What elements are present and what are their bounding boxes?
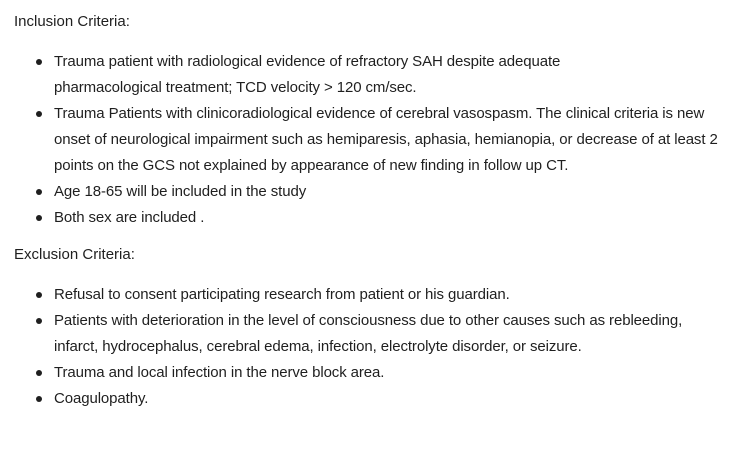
bullet-icon	[36, 396, 42, 402]
list-item	[36, 308, 724, 360]
list-item	[36, 179, 724, 205]
exclusion-criteria-list	[14, 282, 729, 412]
list-item	[36, 386, 724, 412]
inclusion-item-text: Trauma patient with radiological evidence of refractory SAH despite adequate pharmacological treatment; TCD velocity > 120 cm/sec.	[54, 53, 561, 96]
inclusion-item-text: Both sex are included .	[54, 209, 205, 226]
exclusion-item-text: Trauma and local infection in the nerve block area.	[54, 364, 385, 381]
bullet-icon	[36, 292, 42, 298]
bullet-icon	[36, 370, 42, 376]
list-item	[36, 101, 724, 179]
list-item	[36, 360, 724, 386]
inclusion-item-text: Trauma Patients with clinicoradiological evidence of cerebral vasospasm. The clinical criteria is new onset of neurological impairment such as hemiparesis, aphasia, hemianopia, or decrease of at least 2 points on the GCS not explained by appearance of new finding in follow up CT.	[54, 105, 718, 174]
list-item	[36, 282, 724, 308]
exclusion-item-text: Coagulopathy.	[54, 390, 149, 407]
bullet-icon	[36, 189, 42, 195]
bullet-icon	[36, 318, 42, 324]
exclusion-item-text: Patients with deterioration in the level of consciousness due to other causes such as rebleeding, infarct, hydrocephalus, cerebral edema, infection, electrolyte disorder, or seizure.	[54, 312, 683, 355]
list-item	[36, 205, 724, 231]
exclusion-criteria-heading: Exclusion Criteria:	[14, 246, 135, 263]
bullet-icon	[36, 111, 42, 117]
inclusion-criteria-list	[14, 49, 729, 231]
bullet-icon	[36, 59, 42, 65]
exclusion-item-text: Refusal to consent participating research from patient or his guardian.	[54, 286, 510, 303]
inclusion-criteria-heading: Inclusion Criteria:	[14, 13, 130, 30]
bullet-icon	[36, 215, 42, 221]
inclusion-item-text: Age 18-65 will be included in the study	[54, 183, 307, 200]
list-item	[36, 49, 654, 101]
